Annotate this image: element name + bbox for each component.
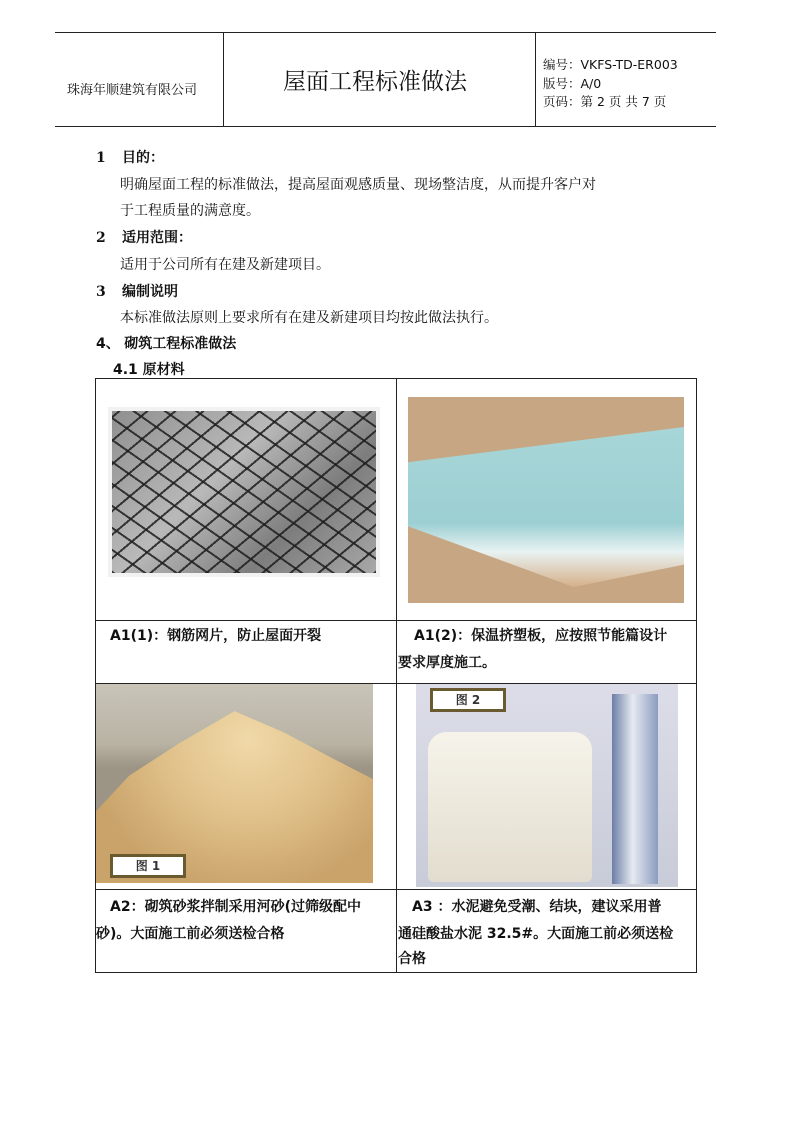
document-title: 屋面工程标准做法 bbox=[283, 69, 467, 95]
section-title: 编制说明 bbox=[122, 284, 178, 300]
river-sand-image bbox=[96, 684, 373, 883]
section-1-line-2: 于工程质量的满意度。 bbox=[120, 203, 260, 219]
document-code: 编号：VKFS-TD-ER003 bbox=[543, 57, 678, 72]
image-tag: 图 1 bbox=[110, 854, 186, 878]
meta-cell bbox=[536, 33, 716, 126]
steel-mesh-image bbox=[108, 407, 380, 577]
section-1-heading bbox=[96, 147, 164, 167]
caption-a1-2-line-1: A1(2)：保温挤塑板，应按照节能篇设计 bbox=[414, 628, 668, 644]
table-divider bbox=[396, 379, 397, 972]
document-header bbox=[55, 32, 716, 127]
section-2-line-1: 适用于公司所有在建及新建项目。 bbox=[120, 257, 330, 273]
subsection-title: 4.1 原材料 bbox=[113, 362, 185, 378]
caption-a3-line-3: 合格 bbox=[398, 951, 426, 967]
section-title: 砌筑工程标准做法 bbox=[124, 336, 237, 352]
section-3-line-1: 本标准做法原则上要求所有在建及新建项目均按此做法执行。 bbox=[120, 310, 498, 326]
section-title: 目的： bbox=[122, 150, 164, 166]
page-number: 页码：第 2 页 共 7 页 bbox=[543, 94, 667, 109]
section-number: 4、 bbox=[96, 336, 120, 352]
cement-image bbox=[416, 684, 678, 887]
document-version: 版号：A/0 bbox=[543, 76, 602, 91]
table-divider bbox=[96, 620, 696, 621]
caption-a2-line-1: A2：砌筑砂浆拌制采用河砂(过筛级配中 bbox=[110, 899, 361, 915]
section-2-heading bbox=[96, 227, 192, 247]
section-title: 适用范围： bbox=[122, 230, 192, 246]
caption-a3-line-2: 通硅酸盐水泥 32.5#。大面施工前必须送检 bbox=[398, 926, 674, 942]
section-number: 3 bbox=[96, 284, 106, 300]
company-cell bbox=[55, 33, 224, 126]
materials-table bbox=[95, 378, 697, 973]
section-1-line-1: 明确屋面工程的标准做法，提高屋面观感质量、现场整洁度，从而提升客户对 bbox=[120, 177, 596, 193]
caption-a1-1: A1(1)：钢筋网片，防止屋面开裂 bbox=[110, 628, 322, 644]
xps-board-image bbox=[408, 397, 684, 603]
caption-a2-line-2: 砂)。大面施工前必须送检合格 bbox=[96, 926, 285, 942]
caption-a1-2-line-2: 要求厚度施工。 bbox=[398, 655, 496, 671]
section-3-heading bbox=[96, 281, 178, 301]
table-divider bbox=[96, 889, 696, 890]
company-name: 珠海年顺建筑有限公司 bbox=[67, 83, 198, 98]
section-number: 2 bbox=[96, 230, 106, 246]
section-number: 1 bbox=[96, 150, 106, 166]
image-tag: 图 2 bbox=[430, 688, 506, 712]
caption-a3-line-1: A3 ：水泥避免受潮、结块，建议采用普 bbox=[412, 899, 662, 915]
title-cell bbox=[223, 33, 536, 126]
section-4-heading bbox=[96, 333, 236, 353]
